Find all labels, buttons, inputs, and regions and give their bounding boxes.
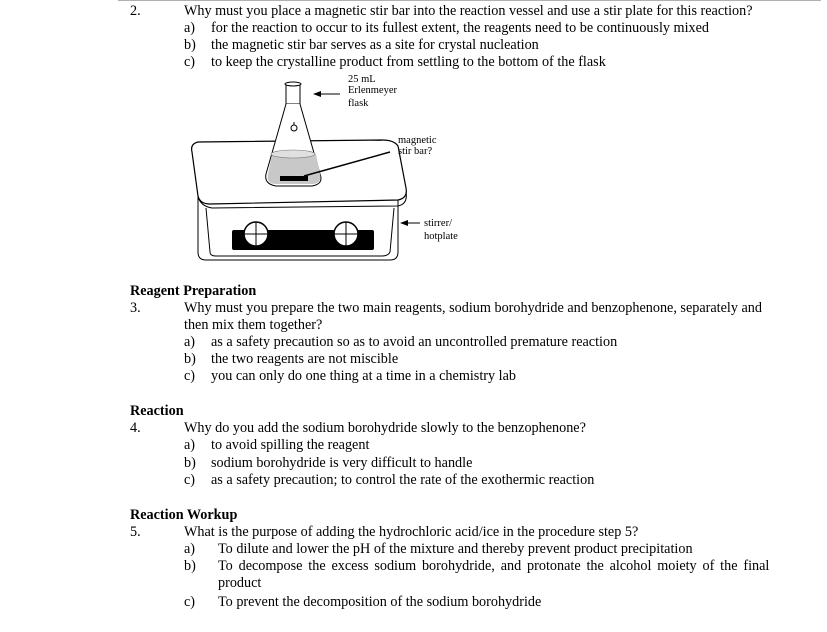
q3-option-c[interactable] <box>184 368 516 385</box>
q4-number: 4. <box>130 420 141 436</box>
option-label: b) <box>184 37 196 53</box>
option-text: sodium borohydride is very difficult to handle <box>211 455 473 471</box>
option-label: b) <box>184 455 196 471</box>
plate-label-line1: stirrer/ <box>424 218 452 229</box>
plate-arrow <box>400 220 420 226</box>
flask-label-line3: flask <box>348 98 369 109</box>
q4-question: Why do you add the sodium borohydride slowly to the benzophenone? <box>184 420 586 436</box>
q2-option-a[interactable] <box>184 20 709 37</box>
option-text: the magnetic stir bar serves as a site for crystal nucleation <box>211 37 539 53</box>
section-heading-reaction: Reaction <box>130 403 184 419</box>
plate-label-line2: hotplate <box>424 231 458 242</box>
option-label: c) <box>184 368 196 384</box>
q2-option-c[interactable] <box>184 54 606 71</box>
option-label: a) <box>184 541 196 557</box>
option-label: a) <box>184 20 196 36</box>
stirbar-label-line1: magnetic <box>398 135 437 146</box>
q2-option-b[interactable] <box>184 37 539 54</box>
flask-label-line1: 25 mL <box>348 74 376 85</box>
option-text: To dilute and lower the pH of the mixture and thereby prevent product precipitation <box>218 541 693 557</box>
option-text: To decompose the excess sodium borohydride, and protonate the alcohol moiety of the final <box>218 558 770 574</box>
option-text: you can only do one thing at a time in a chemistry lab <box>211 368 516 384</box>
section-heading-reagent: Reagent Preparation <box>130 283 257 299</box>
q5-option-c[interactable] <box>184 594 541 611</box>
left-knob <box>244 222 268 246</box>
q3-question-line1: Why must you prepare the two main reagents, sodium borohydride and benzophenone, separately and <box>184 300 762 316</box>
option-label: b) <box>184 351 196 367</box>
section-heading-workup: Reaction Workup <box>130 507 238 523</box>
erlenmeyer-flask <box>266 82 321 186</box>
option-text: for the reaction to occur to its fullest extent, the reagents need to be continuously mixed <box>211 20 709 36</box>
q3-number: 3. <box>130 300 141 316</box>
q4-option-a[interactable] <box>184 437 369 454</box>
q5-number: 5. <box>130 524 141 540</box>
option-label: c) <box>184 594 196 610</box>
flask-arrow <box>313 91 340 97</box>
option-label: c) <box>184 472 196 488</box>
right-knob <box>334 222 358 246</box>
q3-question-line2: then mix them together? <box>184 317 323 333</box>
option-label: a) <box>184 334 196 350</box>
option-label: a) <box>184 437 196 453</box>
option-label: b) <box>184 558 196 574</box>
flask-label-line2: Erlenmeyer <box>348 85 397 96</box>
q2-number: 2. <box>130 3 141 19</box>
stir-plate-diagram <box>180 70 480 275</box>
q2-question: Why must you place a magnetic stir bar into the reaction vessel and use a stir plate for this reaction? <box>184 3 753 19</box>
option-text: to avoid spilling the reagent <box>211 437 370 453</box>
option-text: as a safety precaution so as to avoid an uncontrolled premature reaction <box>211 334 618 350</box>
top-rule <box>118 0 821 1</box>
q3-option-b[interactable] <box>184 351 398 368</box>
q4-option-c[interactable] <box>184 472 594 489</box>
stir-bar <box>280 176 308 181</box>
option-text: To prevent the decomposition of the sodium borohydride <box>218 594 542 610</box>
q4-option-b[interactable] <box>184 455 472 472</box>
option-text: as a safety precaution; to control the rate of the exothermic reaction <box>211 472 595 488</box>
option-label: c) <box>184 54 196 70</box>
option-text: to keep the crystalline product from settling to the bottom of the flask <box>211 54 606 70</box>
q5-option-b-continued: product <box>218 575 262 591</box>
stirbar-label-line2: stir bar? <box>398 146 433 157</box>
q5-option-b[interactable] <box>184 558 780 575</box>
q5-question: What is the purpose of adding the hydrochloric acid/ice in the procedure step 5? <box>184 524 639 540</box>
q5-option-a[interactable] <box>184 541 693 558</box>
q3-option-a[interactable] <box>184 334 617 351</box>
option-text: the two reagents are not miscible <box>211 351 399 367</box>
